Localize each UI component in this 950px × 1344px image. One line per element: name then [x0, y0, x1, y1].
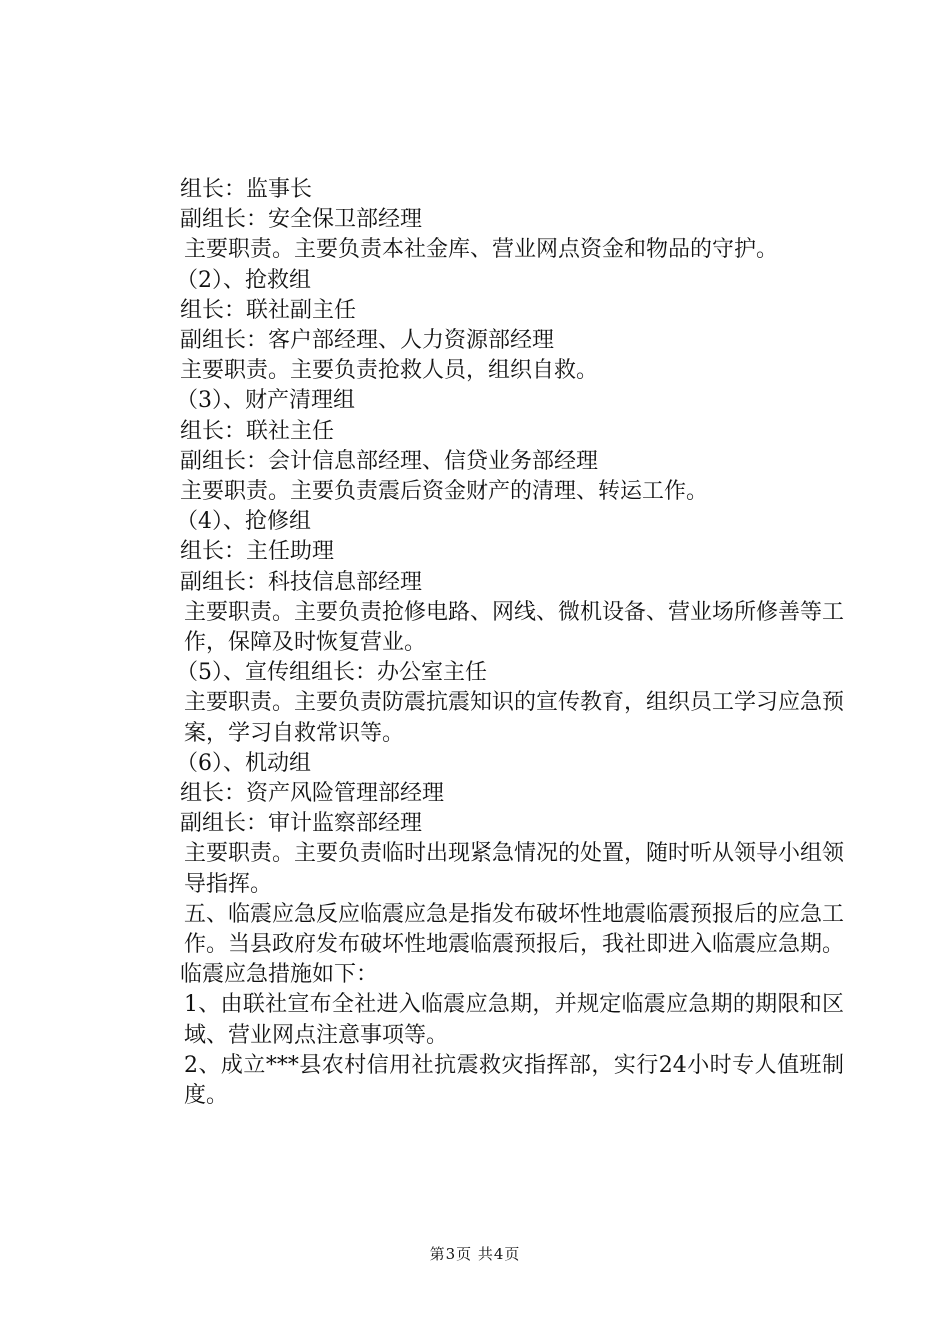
measure-item: 2、成立***县农村信用社抗震救灾指挥部，实行24小时专人值班制度。: [184, 1052, 844, 1109]
leader-line: 组长：资产风险管理部经理: [180, 781, 445, 807]
section-paragraph: 五、临震应急反应临震应急是指发布破坏性地震临震预报后的应急工作。当县政府发布破坏性地震临震预报后，我社即进入临震应急期。: [184, 901, 845, 958]
leader-line: 组长：联社副主任: [180, 297, 357, 323]
measures-intro: 临震应急措施如下：: [180, 962, 379, 988]
duty-paragraph: 主要职责。主要负责防震抗震知识的宣传教育，组织员工学习应急预案，学习自救常识等。: [184, 690, 845, 746]
duty-paragraph: 主要职责。主要负责本社金库、营业网点资金和物品的守护。: [184, 237, 779, 263]
document-body: [124, 175, 844, 1111]
deputy-leader-line: 副组长：安全保卫部经理: [180, 207, 423, 233]
duty-paragraph: 主要职责。主要负责临时出现紧急情况的处置，随时听从领导小组领导指挥。: [184, 841, 845, 897]
duty-paragraph: 主要职责。主要负责震后资金财产的清理、转运工作。: [180, 479, 709, 505]
group-heading: （6）、机动组: [176, 750, 311, 776]
group-heading: （2）、抢救组: [176, 267, 311, 293]
deputy-leader-line: 副组长：审计监察部经理: [180, 811, 423, 837]
deputy-leader-line: 副组长：会计信息部经理、信贷业务部经理: [180, 448, 599, 474]
leader-line: 组长：联社主任: [180, 418, 335, 444]
deputy-leader-line: 副组长：科技信息部经理: [180, 569, 423, 595]
duty-paragraph: 主要职责。主要负责抢救人员，组织自救。: [180, 358, 599, 384]
duty-paragraph: 主要职责。主要负责抢修电路、网线、微机设备、营业场所修善等工作，保障及时恢复营业。: [184, 599, 845, 656]
group-heading: （4）、抢修组: [176, 509, 311, 535]
leader-line: 组长：主任助理: [180, 539, 335, 565]
measure-item: 1、由联社宣布全社进入临震应急期，并规定临震应急期的期限和区域、营业网点注意事项等。: [184, 992, 844, 1048]
group-heading: （3）、财产清理组: [176, 388, 355, 414]
deputy-leader-line: 副组长：客户部经理、人力资源部经理: [180, 328, 555, 354]
leader-line: 组长：监事长: [180, 177, 313, 202]
group-heading: （5）、宣传组组长：办公室主任: [176, 660, 487, 686]
page-number-footer: 第3页 共4页: [429, 1245, 521, 1263]
